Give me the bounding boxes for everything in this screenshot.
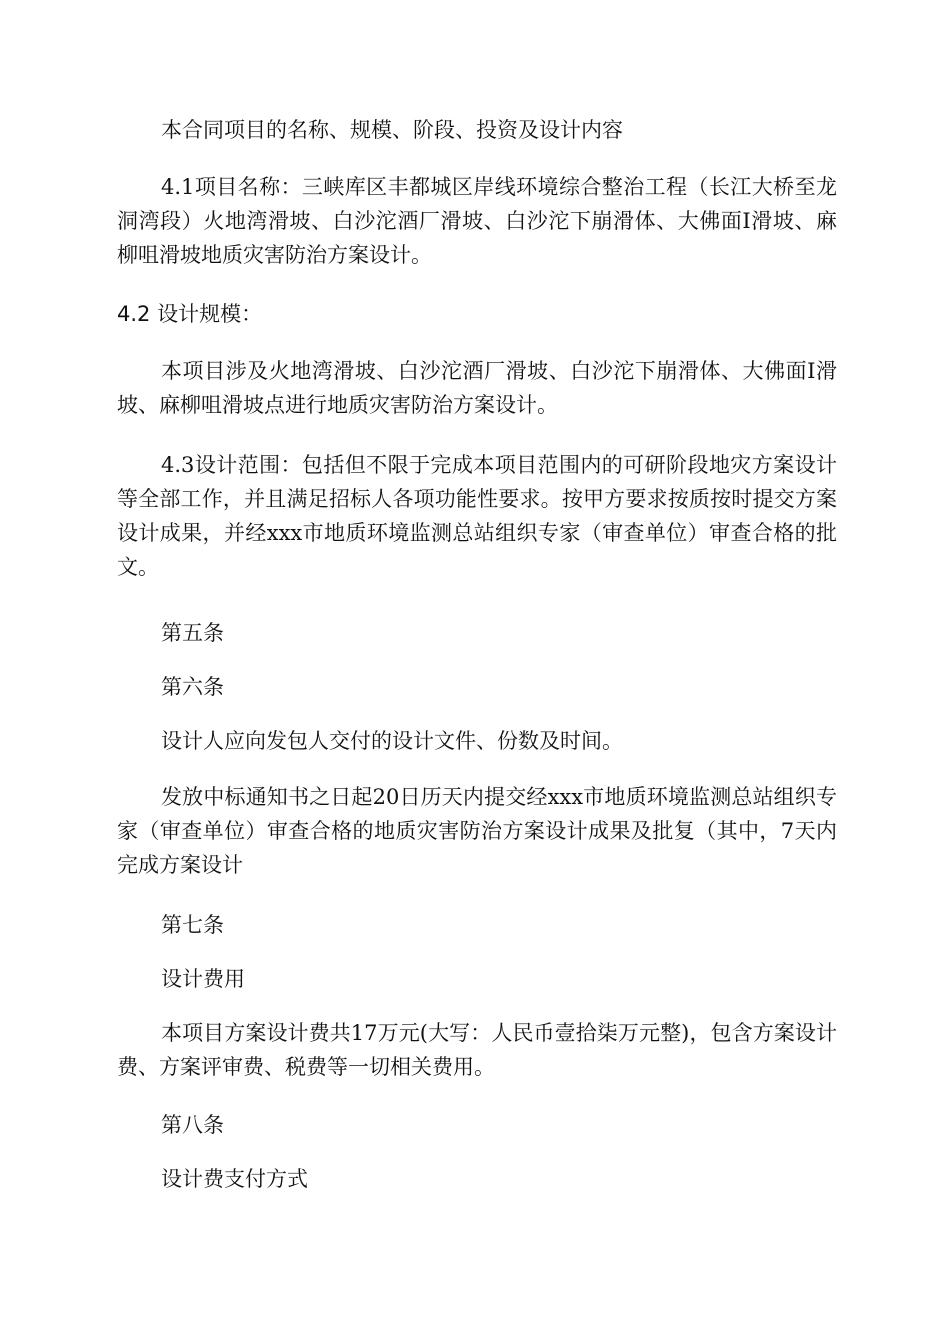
article-eight-heading: 第八条 bbox=[161, 1113, 224, 1137]
paragraph-design-fee-body: 本项目方案设计费共17万元(大写：人民币壹拾柒万元整)，包含方案设计费、方案评审费、税费等一切相关费用。 bbox=[117, 1021, 837, 1079]
paragraph-design-fee-heading: 设计费用 bbox=[161, 967, 245, 991]
paragraph-deliverables: 设计人应向发包人交付的设计文件、份数及时间。 bbox=[161, 729, 623, 753]
paragraph-payment-method: 设计费支付方式 bbox=[161, 1167, 308, 1191]
article-six-heading: 第六条 bbox=[161, 675, 224, 699]
paragraph-design-scale-heading: 4.2 设计规模： bbox=[117, 302, 263, 326]
paragraph-design-range: 4.3设计范围：包括但不限于完成本项目范围内的可研阶段地灾方案设计等全部工作，并且满足招标人各项功能性要求。按甲方要求按质按时提交方案设计成果，并经xxx市地质环境监测总站组织专家（审查单位）审查合格的批文。 bbox=[117, 453, 837, 579]
article-five-heading: 第五条 bbox=[161, 621, 224, 645]
article-seven-heading: 第七条 bbox=[161, 913, 224, 937]
paragraph-project-name: 4.1项目名称：三峡库区丰都城区岸线环境综合整治工程（长江大桥至龙洞湾段）火地湾滑坡、白沙沱酒厂滑坡、白沙沱下崩滑体、大佛面Ⅰ滑坡、麻柳咀滑坡地质灾害防治方案设计。 bbox=[117, 175, 837, 267]
paragraph-design-scale-body: 本项目涉及火地湾滑坡、白沙沱酒厂滑坡、白沙沱下崩滑体、大佛面Ⅰ滑坡、麻柳咀滑坡点进行地质灾害防治方案设计。 bbox=[117, 359, 837, 417]
paragraph-contract-scope-heading: 本合同项目的名称、规模、阶段、投资及设计内容 bbox=[161, 118, 623, 142]
paragraph-delivery-schedule: 发放中标通知书之日起20日历天内提交经xxx市地质环境监测总站组织专家（审查单位）审查合格的地质灾害防治方案设计成果及批复（其中，7天内完成方案设计 bbox=[117, 785, 837, 877]
